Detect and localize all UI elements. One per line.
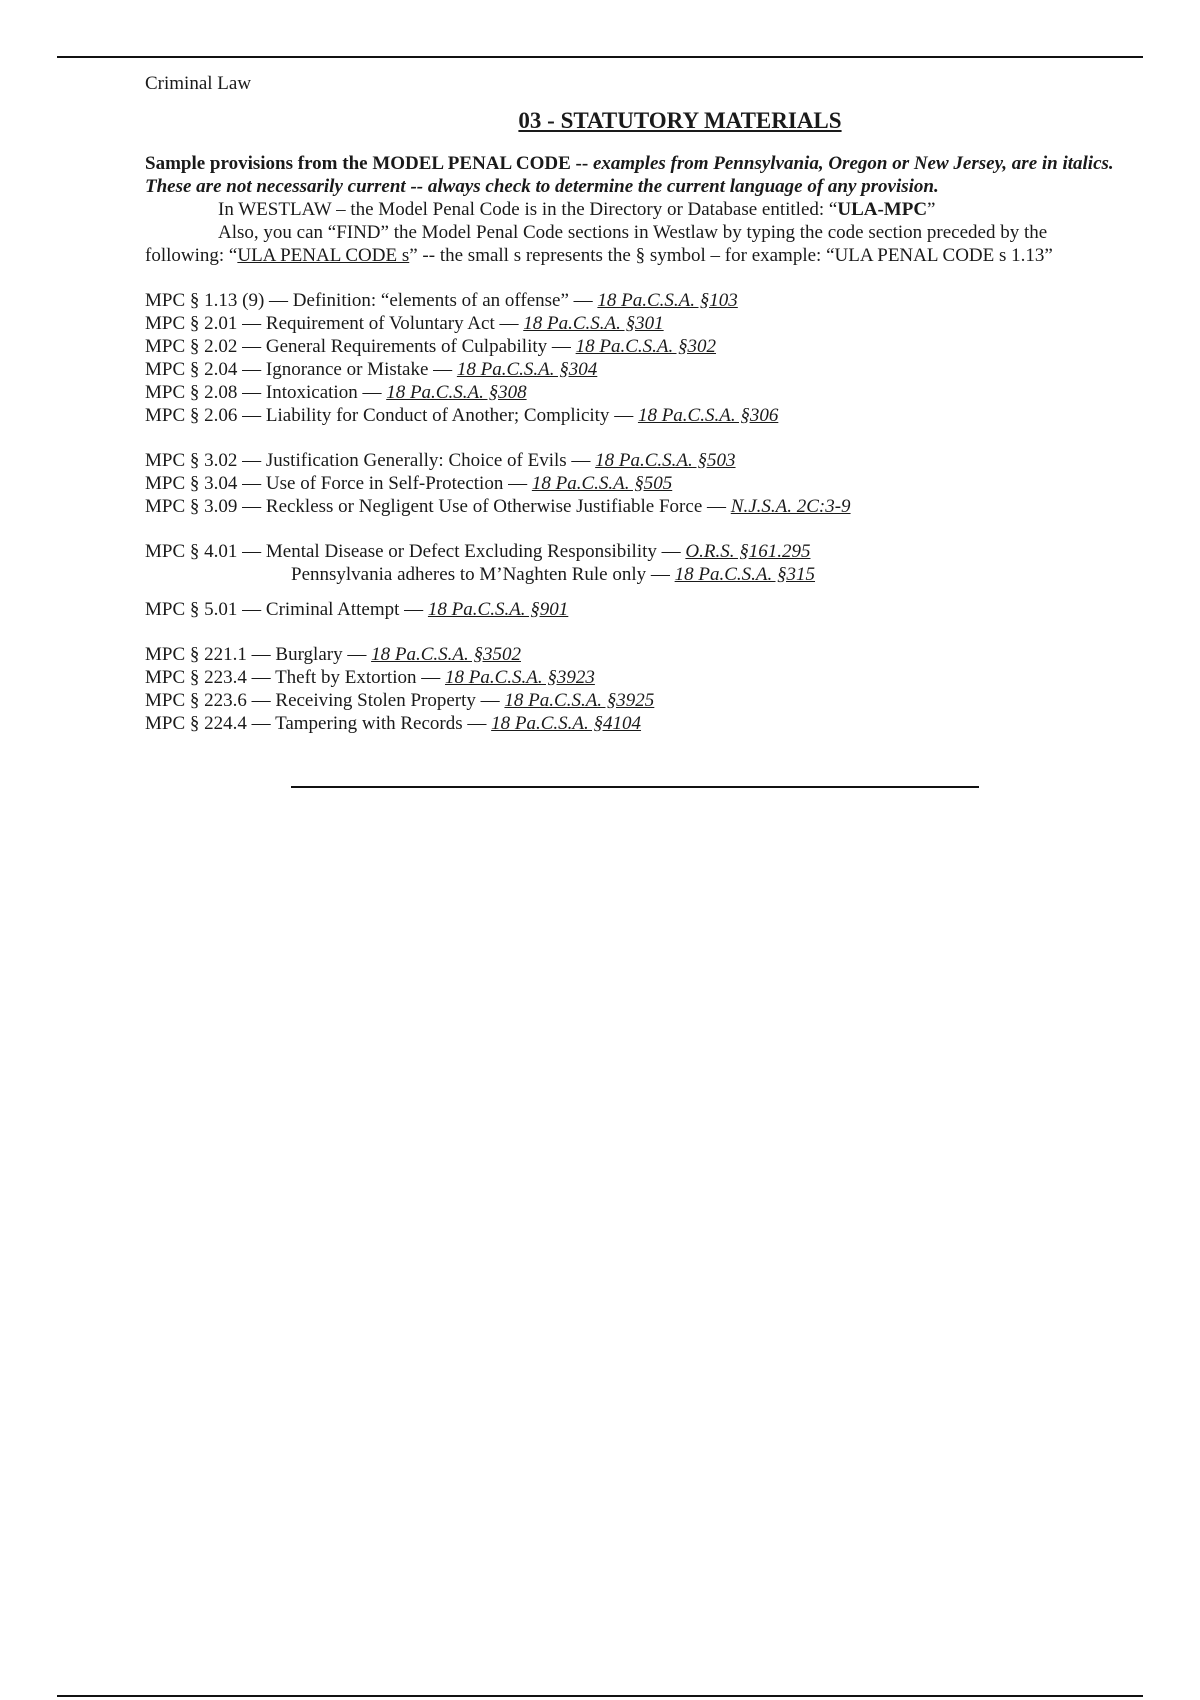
statute-citation: 18 Pa.C.S.A. §315 bbox=[674, 564, 816, 585]
westlaw-text: In WESTLAW – the Model Penal Code is in the Directory or Database entitled: “ bbox=[218, 199, 838, 220]
section-number: MPC § 1.13 (9) bbox=[145, 290, 265, 311]
em-dash: — bbox=[707, 496, 727, 517]
provision-row bbox=[145, 312, 1130, 335]
section-number: MPC § 2.01 bbox=[145, 313, 238, 334]
em-dash: — bbox=[467, 713, 487, 734]
provision-group bbox=[145, 540, 1130, 586]
section-number: MPC § 3.04 bbox=[145, 473, 238, 494]
statute-citation: 18 Pa.C.S.A. §301 bbox=[523, 313, 664, 334]
provision-row bbox=[145, 335, 1130, 358]
find-text-1: Also, you can “FIND” the Model Penal Code sections in Westlaw by typing the code section preceded by the following: “ bbox=[145, 222, 1048, 266]
statute-citation: N.J.S.A. 2C:3-9 bbox=[730, 496, 851, 517]
provision-list bbox=[145, 289, 1130, 735]
provision-row bbox=[145, 381, 1130, 404]
em-dash: — bbox=[242, 405, 262, 426]
em-dash: — bbox=[508, 473, 528, 494]
section-number: MPC § 2.06 bbox=[145, 405, 238, 426]
intro-paragraph bbox=[145, 152, 1130, 198]
em-dash: — bbox=[499, 313, 519, 334]
em-dash: — bbox=[573, 290, 593, 311]
provision-row bbox=[145, 540, 1130, 563]
em-dash: — bbox=[251, 667, 271, 688]
section-title: Mental Disease or Defect Excluding Responsibility bbox=[265, 541, 657, 562]
em-dash: — bbox=[551, 336, 571, 357]
statute-citation: 18 Pa.C.S.A. §4104 bbox=[491, 713, 642, 734]
running-header: Criminal Law bbox=[145, 73, 252, 94]
em-dash: — bbox=[242, 599, 262, 620]
provision-group bbox=[145, 598, 1130, 621]
em-dash: — bbox=[242, 496, 262, 517]
intro-lead: Sample provisions from the MODEL PENAL CODE -- bbox=[145, 153, 593, 174]
provision-group bbox=[145, 643, 1130, 735]
statute-citation: 18 Pa.C.S.A. §505 bbox=[531, 473, 673, 494]
em-dash: — bbox=[242, 382, 262, 403]
em-dash: — bbox=[404, 599, 424, 620]
find-text-2: ” -- the small s represents the § symbol – for example: “ULA PENAL CODE s 1.13” bbox=[409, 245, 1053, 266]
section-number: MPC § 221.1 bbox=[145, 644, 247, 665]
provision-group bbox=[145, 449, 1130, 518]
westlaw-database: ULA-MPC bbox=[837, 199, 928, 220]
em-dash: — bbox=[242, 313, 262, 334]
em-dash: — bbox=[242, 541, 262, 562]
section-title: Pennsylvania adheres to M’Naghten Rule only bbox=[291, 564, 647, 585]
document-page bbox=[145, 72, 1130, 735]
intro-italic: examples from Pennsylvania, Oregon or New Jersey, are in italics. These are not necessarily current -- always check to determine the current language of any provision. bbox=[145, 153, 1114, 197]
find-note bbox=[145, 221, 1130, 267]
section-title: Use of Force in Self-Protection bbox=[265, 473, 504, 494]
em-dash: — bbox=[251, 713, 271, 734]
section-number: MPC § 3.02 bbox=[145, 450, 238, 471]
section-number: MPC § 223.4 bbox=[145, 667, 247, 688]
provision-row bbox=[145, 495, 1130, 518]
em-dash: — bbox=[480, 690, 500, 711]
provision-row bbox=[145, 404, 1130, 427]
section-title: Reckless or Negligent Use of Otherwise Justifiable Force bbox=[265, 496, 703, 517]
statute-citation: 18 Pa.C.S.A. §302 bbox=[575, 336, 717, 357]
section-title: Intoxication bbox=[265, 382, 358, 403]
em-dash: — bbox=[242, 336, 262, 357]
section-title: Burglary bbox=[275, 644, 343, 665]
em-dash: — bbox=[347, 644, 367, 665]
statute-citation: O.R.S. §161.295 bbox=[685, 541, 811, 562]
em-dash: — bbox=[650, 564, 670, 585]
section-title: Criminal Attempt bbox=[265, 599, 400, 620]
section-title: Liability for Conduct of Another; Complicity bbox=[265, 405, 610, 426]
em-dash: — bbox=[242, 473, 262, 494]
section-title: Definition: “elements of an offense” bbox=[292, 290, 569, 311]
statute-citation: 18 Pa.C.S.A. §3502 bbox=[371, 644, 521, 665]
statute-citation: 18 Pa.C.S.A. §308 bbox=[386, 382, 527, 403]
em-dash: — bbox=[362, 382, 382, 403]
em-dash: — bbox=[269, 290, 289, 311]
bottom-rule bbox=[57, 1695, 1143, 1697]
section-number: MPC § 2.08 bbox=[145, 382, 238, 403]
section-number: MPC § 4.01 bbox=[145, 541, 238, 562]
section-title: General Requirements of Culpability bbox=[265, 336, 548, 357]
statute-citation: 18 Pa.C.S.A. §103 bbox=[597, 290, 738, 311]
provision-group bbox=[145, 289, 1130, 427]
em-dash: — bbox=[242, 359, 262, 380]
westlaw-note bbox=[145, 198, 1130, 221]
statute-citation: 18 Pa.C.S.A. §503 bbox=[595, 450, 736, 471]
statute-citation: 18 Pa.C.S.A. §3925 bbox=[504, 690, 655, 711]
em-dash: — bbox=[661, 541, 681, 562]
section-title: Justification Generally: Choice of Evils bbox=[265, 450, 567, 471]
em-dash: — bbox=[614, 405, 634, 426]
section-number: MPC § 2.04 bbox=[145, 359, 238, 380]
statute-citation: 18 Pa.C.S.A. §901 bbox=[427, 599, 569, 620]
statute-citation: 18 Pa.C.S.A. §304 bbox=[456, 359, 598, 380]
provision-row bbox=[145, 563, 1130, 586]
provision-row bbox=[145, 666, 1130, 689]
provision-row bbox=[145, 643, 1130, 666]
provision-row bbox=[145, 712, 1130, 735]
em-dash: — bbox=[433, 359, 453, 380]
provision-row bbox=[145, 449, 1130, 472]
provision-row bbox=[145, 598, 1130, 621]
section-title: Ignorance or Mistake bbox=[265, 359, 429, 380]
em-dash: — bbox=[251, 644, 271, 665]
end-rule bbox=[291, 786, 979, 788]
section-number: MPC § 224.4 bbox=[145, 713, 247, 734]
em-dash: — bbox=[251, 690, 271, 711]
statute-citation: 18 Pa.C.S.A. §306 bbox=[637, 405, 779, 426]
section-number: MPC § 2.02 bbox=[145, 336, 238, 357]
westlaw-close: ” bbox=[927, 199, 936, 220]
section-title: Receiving Stolen Property bbox=[275, 690, 476, 711]
section-number: MPC § 3.09 bbox=[145, 496, 238, 517]
page-title: 03 - STATUTORY MATERIALS bbox=[518, 108, 842, 133]
section-title: Tampering with Records bbox=[275, 713, 463, 734]
top-rule bbox=[57, 56, 1143, 58]
statute-citation: 18 Pa.C.S.A. §3923 bbox=[444, 667, 595, 688]
provision-row bbox=[145, 472, 1130, 495]
provision-row bbox=[145, 689, 1130, 712]
provision-row bbox=[145, 358, 1130, 381]
em-dash: — bbox=[571, 450, 591, 471]
find-underlined: ULA PENAL CODE s bbox=[237, 245, 410, 266]
section-number: MPC § 5.01 bbox=[145, 599, 238, 620]
section-number: MPC § 223.6 bbox=[145, 690, 247, 711]
section-title: Requirement of Voluntary Act bbox=[265, 313, 495, 334]
section-title: Theft by Extortion bbox=[275, 667, 417, 688]
em-dash: — bbox=[242, 450, 262, 471]
em-dash: — bbox=[421, 667, 441, 688]
provision-row bbox=[145, 289, 1130, 312]
